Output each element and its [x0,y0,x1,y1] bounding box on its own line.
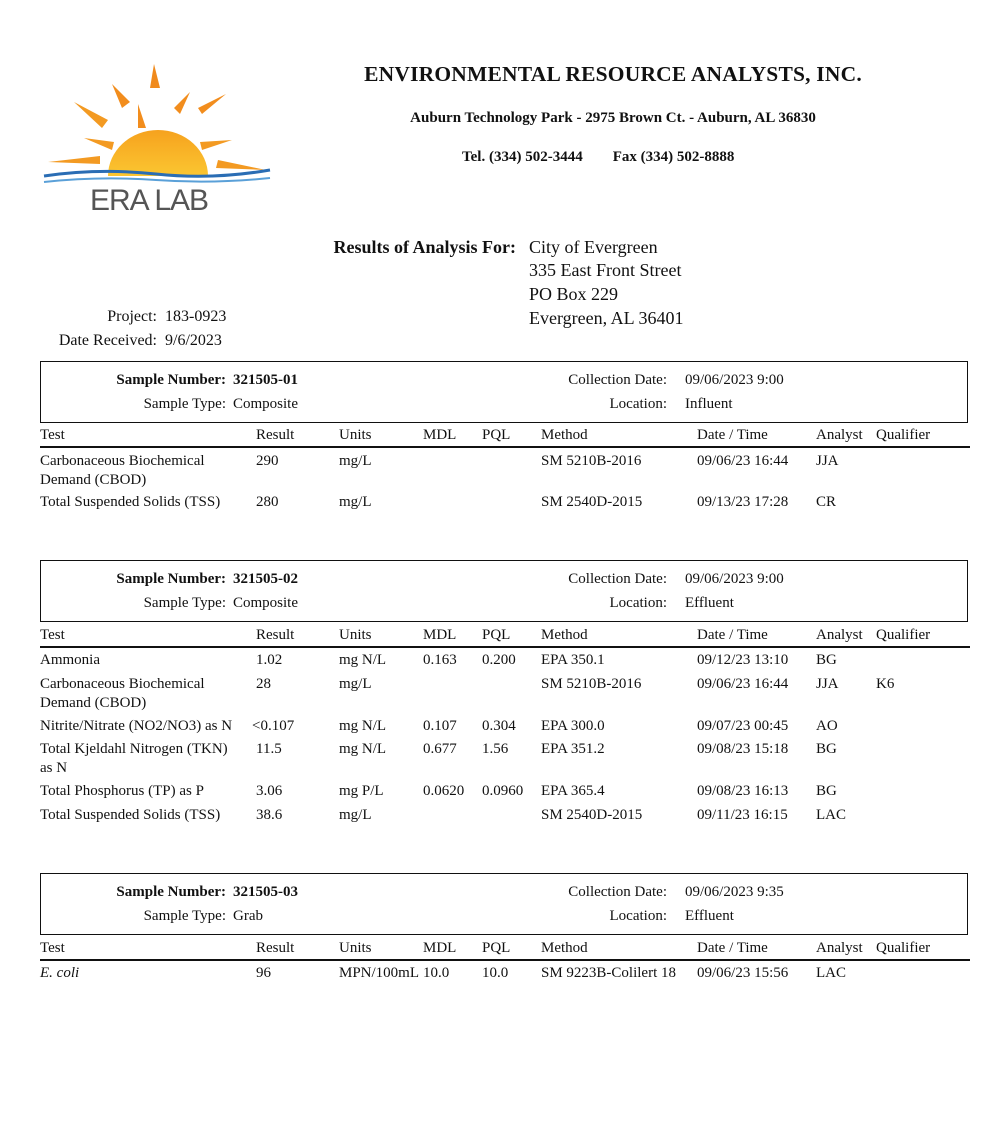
results-of-analysis-label: Results of Analysis For: [333,237,516,257]
collection-date-value: 09/06/2023 9:35 [685,884,784,900]
units-value: mg/L [339,807,372,823]
col-datetime: Date / Time [697,627,768,643]
date-received-value: 9/6/2023 [165,332,222,349]
project-value: 183-0923 [165,308,227,325]
units-value: mg P/L [339,783,384,799]
pql-value: 1.56 [482,741,509,757]
pql-value: 10.0 [482,965,509,981]
col-test: Test [40,627,65,643]
col-mdl: MDL [423,627,457,643]
col-mdl: MDL [423,427,457,443]
mdl-value: 10.0 [423,965,450,981]
method-value: SM 2540D-2015 [541,807,643,823]
col-method: Method [541,427,588,443]
col-analyst: Analyst [816,427,863,443]
date-received-label: Date Received: [58,332,157,349]
sample-number-label: Sample Number: [116,571,226,587]
sample-number-label: Sample Number: [116,372,226,388]
col-units: Units [339,627,372,643]
client-city: Evergreen, AL 36401 [529,308,684,328]
analyst-value: BG [816,783,837,799]
collection-date-label: Collection Date: [568,372,667,388]
method-value: EPA 365.4 [541,783,605,799]
fax-number: Fax (334) 502-8888 [612,149,735,165]
col-qualifier: Qualifier [876,627,931,643]
sample-type-value: Grab [233,908,263,924]
result-value: 96 [256,965,271,981]
client-po-box: PO Box 229 [529,284,619,304]
col-pql: PQL [482,427,511,443]
client-street: 335 East Front Street [529,260,682,280]
test-name: E. coli [40,965,80,981]
col-method: Method [541,627,588,643]
method-value: EPA 351.2 [541,741,605,757]
analyst-value: LAC [816,965,846,981]
analyst-value: BG [816,741,837,757]
project-label: Project: [107,308,157,325]
datetime-value: 09/13/23 17:28 [697,494,789,510]
analyst-value: JJA [816,676,839,692]
col-pql: PQL [482,627,511,643]
mdl-value: 0.163 [423,652,457,668]
col-units: Units [339,940,372,956]
col-qualifier: Qualifier [876,427,931,443]
col-datetime: Date / Time [697,940,768,956]
location-value: Influent [685,396,733,412]
col-datetime: Date / Time [697,427,768,443]
sample-number-value: 321505-01 [233,372,298,388]
result-value: 3.06 [256,783,283,799]
result-value: 280 [256,494,279,510]
units-value: mg/L [339,676,372,692]
method-value: EPA 300.0 [541,718,605,734]
company-name: ENVIRONMENTAL RESOURCE ANALYSTS, INC. [364,62,862,86]
test-name: Carbonaceous Biochemical Demand (CBOD) [40,453,205,488]
analyst-value: BG [816,652,837,668]
company-phones [462,149,734,166]
result-value: 11.5 [256,741,282,757]
mdl-value: 0.0620 [423,783,465,799]
analyst-value: AO [816,718,838,734]
col-method: Method [541,940,588,956]
test-name: Carbonaceous Biochemical Demand (CBOD) [40,676,205,711]
result-value: <0.107 [252,718,295,734]
datetime-value: 09/06/23 16:44 [697,453,789,469]
sample-type-value: Composite [233,595,299,611]
method-value: SM 5210B-2016 [541,676,642,692]
datetime-value: 09/12/23 13:10 [697,652,789,668]
units-value: mg N/L [339,652,387,668]
col-result: Result [256,427,295,443]
collection-date-label: Collection Date: [568,884,667,900]
col-result: Result [256,627,295,643]
col-analyst: Analyst [816,940,863,956]
method-value: SM 9223B-Colilert 18 [541,965,677,981]
collection-date-value: 09/06/2023 9:00 [685,372,784,388]
location-value: Effluent [685,595,734,611]
units-value: MPN/100mL [339,965,420,981]
analyst-value: LAC [816,807,846,823]
datetime-value: 09/07/23 00:45 [697,718,789,734]
test-name: Nitrite/Nitrate (NO2/NO3) as N [40,718,233,734]
result-value: 38.6 [256,807,283,823]
pql-value: 0.304 [482,718,516,734]
result-value: 1.02 [256,652,283,668]
sample-type-value: Composite [233,396,299,412]
test-name: Total Phosphorus (TP) as P [40,783,204,799]
datetime-value: 09/08/23 15:18 [697,741,789,757]
col-test: Test [40,427,65,443]
datetime-value: 09/06/23 16:44 [697,676,789,692]
result-value: 290 [256,453,279,469]
method-value: EPA 350.1 [541,652,605,668]
units-value: mg N/L [339,741,387,757]
sample-type-label: Sample Type: [143,908,226,924]
col-mdl: MDL [423,940,457,956]
sample-number-label: Sample Number: [116,884,226,900]
pql-value: 0.200 [482,652,516,668]
collection-date-value: 09/06/2023 9:00 [685,571,784,587]
sample-header-box [40,560,968,622]
col-pql: PQL [482,940,511,956]
test-name: Total Suspended Solids (TSS) [40,494,221,510]
mdl-value: 0.677 [423,741,457,757]
col-qualifier: Qualifier [876,940,931,956]
company-address: Auburn Technology Park - 2975 Brown Ct. - Auburn, AL 36830 [410,110,816,126]
location-value: Effluent [685,908,734,924]
analyst-value: JJA [816,453,839,469]
sample-header-box [40,361,968,423]
pql-value: 0.0960 [482,783,524,799]
datetime-value: 09/08/23 16:13 [697,783,789,799]
sample-number-value: 321505-02 [233,571,298,587]
method-value: SM 5210B-2016 [541,453,642,469]
sample-type-label: Sample Type: [143,595,226,611]
col-units: Units [339,427,372,443]
location-label: Location: [609,396,667,412]
col-analyst: Analyst [816,627,863,643]
logo-text: ERA LAB [90,184,209,217]
result-value: 28 [256,676,271,692]
qualifier-value: K6 [876,676,895,692]
test-name: Ammonia [40,652,100,668]
method-value: SM 2540D-2015 [541,494,643,510]
collection-date-label: Collection Date: [568,571,667,587]
col-result: Result [256,940,295,956]
datetime-value: 09/11/23 16:15 [697,807,788,823]
units-value: mg N/L [339,718,387,734]
units-value: mg/L [339,453,372,469]
location-label: Location: [609,595,667,611]
test-name: Total Kjeldahl Nitrogen (TKN) as N [40,741,228,776]
mdl-value: 0.107 [423,718,457,734]
units-value: mg/L [339,494,372,510]
client-name: City of Evergreen [529,237,658,257]
analyst-value: CR [816,494,837,510]
sample-number-value: 321505-03 [233,884,298,900]
col-test: Test [40,940,65,956]
datetime-value: 09/06/23 15:56 [697,965,789,981]
sample-header-box [40,873,968,935]
tel-number: Tel. (334) 502-3444 [462,149,583,165]
sample-type-label: Sample Type: [143,396,226,412]
test-name: Total Suspended Solids (TSS) [40,807,221,823]
location-label: Location: [609,908,667,924]
